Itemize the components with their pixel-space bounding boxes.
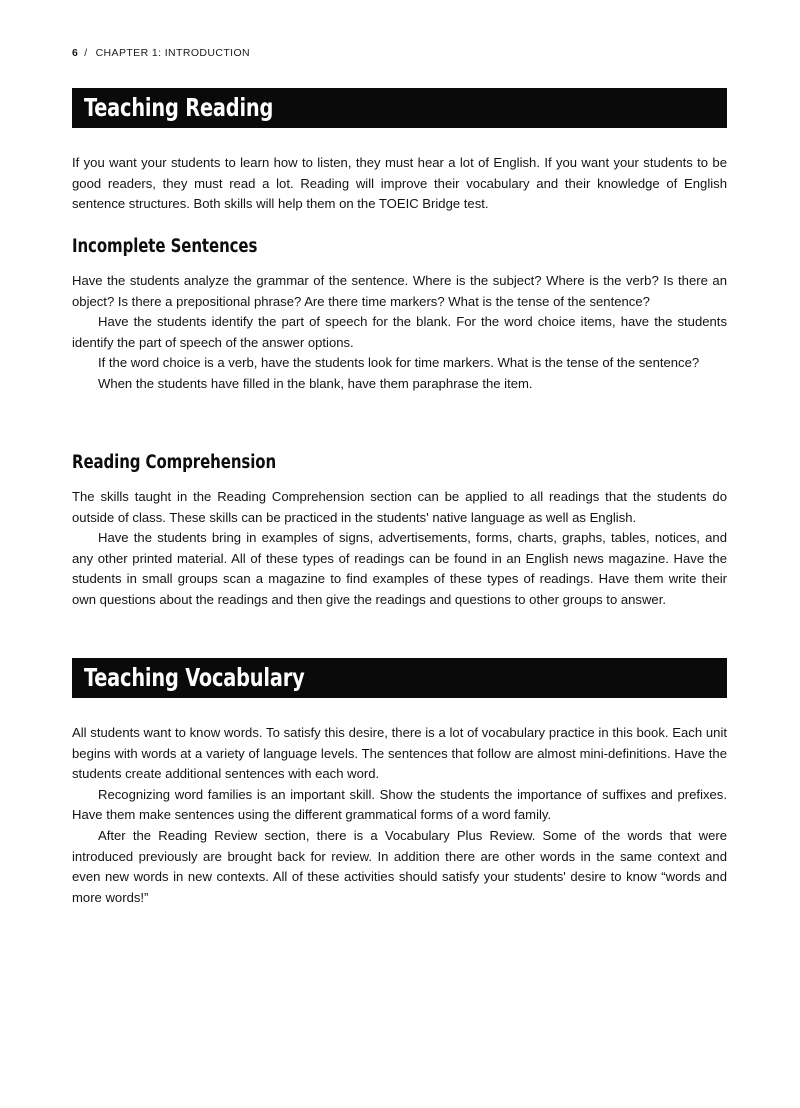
subsection-heading-label: Reading Comprehension: [72, 452, 277, 473]
paragraph: Have the students bring in examples of signs, advertisements, forms, charts, graphs, tables, notices, and any other printed material. All of these types of readings can be found in an English news magazine. Have the students in small groups scan a magazine to find examples of these types of readings. Have them write their own questions about the readings and then give the readings and questions to other groups to answer.: [72, 530, 727, 607]
paragraph: After the Reading Review section, there is a Vocabulary Plus Review. Some of the words that were introduced previously are brought back for review. In addition there are other words in the same context and even new words in new contexts. All of these activities should satisfy your students' desire to know “words and more words!”: [72, 827, 727, 905]
subsection-heading-reading-comprehension: [72, 452, 299, 473]
paragraph: Have the students identify the part of speech for the blank. For the word choice items, have the students identify the part of speech of the answer options.: [72, 314, 727, 350]
teaching-vocabulary-body: [72, 723, 727, 908]
paragraph: If the word choice is a verb, have the students look for time markers. What is the tense of the sentence?: [98, 355, 700, 371]
paragraph: When the students have filled in the blank, have them paraphrase the item.: [98, 375, 533, 391]
section-banner-teaching-vocabulary: [72, 658, 727, 698]
page-number: 6: [72, 47, 79, 59]
section-banner-label: Teaching Vocabulary: [72, 658, 727, 698]
intro-paragraph-block: [72, 153, 727, 215]
paragraph: If you want your students to learn how to listen, they must hear a lot of English. If you want your students to be good readers, they must read a lot. Reading will improve their vocabulary and their knowledge of English sentence structures. Both skills will help them on the TOEIC Bridge test.: [72, 155, 727, 212]
paragraph: The skills taught in the Reading Comprehension section can be applied to all readings that the students do outside of class. These skills can be practiced in the students' native language as well as English.: [72, 489, 727, 525]
subsection-heading-incomplete-sentences: [72, 236, 278, 257]
reading-comprehension-body: [72, 487, 727, 611]
paragraph: Recognizing word families is an important skill. Show the students the importance of suffixes and prefixes. Have them make sentences using the different grammatical forms of a word family.: [72, 786, 727, 823]
paragraph: All students want to know words. To satisfy this desire, there is a lot of vocabulary practice in this book. Each unit begins with words at a variety of language levels. The sentences that follow are almost mini-definitions. Have the students create additional sentences with each word.: [72, 725, 727, 782]
subsection-heading-label: Incomplete Sentences: [72, 236, 258, 257]
section-banner-label: Teaching Reading: [72, 88, 727, 128]
paragraph: Have the students analyze the grammar of the sentence. Where is the subject? Where is the verb? Is there an object? Is there a prepositional phrase? Are there time markers? What is the tense of the sentence?: [72, 273, 727, 309]
running-head: [72, 47, 250, 59]
incomplete-sentences-body: [72, 271, 727, 395]
section-banner-teaching-reading: [72, 88, 727, 128]
chapter-title: CHAPTER 1: INTRODUCTION: [95, 47, 251, 59]
running-head-separator: /: [84, 47, 88, 59]
